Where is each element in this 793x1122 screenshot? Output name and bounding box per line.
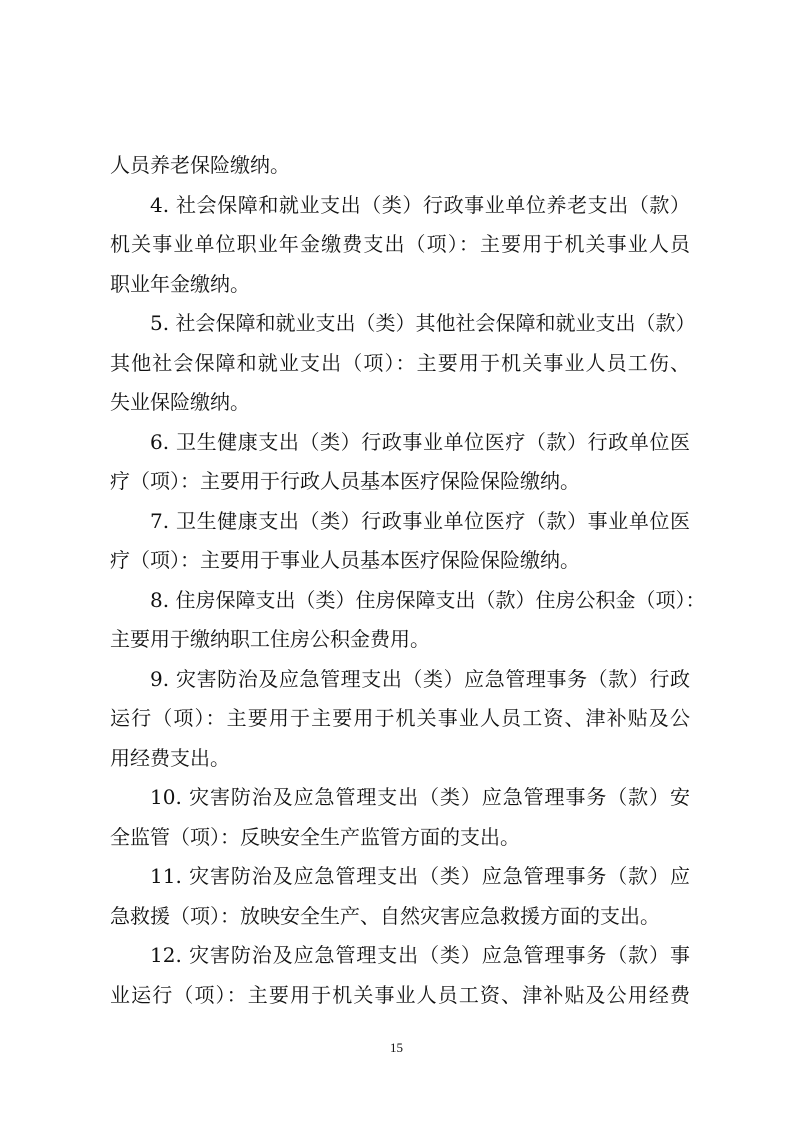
text-line: 7. 卫生健康支出（类）行政事业单位医疗（款）事业单位医 — [150, 508, 690, 533]
text-line: 其他社会保障和就业支出（项）：主要用于机关事业人员工伤、 — [110, 350, 690, 375]
text-line: 急救援（项）：放映安全生产、自然灾害应急救援方面的支出。 — [110, 903, 660, 928]
text-line: 6. 卫生健康支出（类）行政事业单位医疗（款）行政单位医 — [150, 429, 690, 454]
text-line: 运行（项）：主要用于主要用于机关事业人员工资、津补贴及公 — [110, 706, 690, 730]
text-line: 4. 社会保障和就业支出（类）行政事业单位养老支出（款） — [150, 192, 690, 217]
text-line: 职业年金缴纳。 — [110, 271, 250, 296]
text-line: 疗（项）：主要用于行政人员基本医疗保险保险缴纳。 — [110, 469, 580, 493]
text-line: 机关事业单位职业年金缴费支出（项）：主要用于机关事业人员 — [110, 232, 690, 256]
text-line: 5. 社会保障和就业支出（类）其他社会保障和就业支出（款） — [150, 311, 696, 335]
page-number: 15 — [390, 1040, 403, 1055]
text-line: 主要用于缴纳职工住房公积金费用。 — [110, 627, 430, 651]
text-line: 用经费支出。 — [110, 745, 230, 770]
text-line: 10. 灾害防治及应急管理支出（类）应急管理事务（款）安 — [150, 785, 690, 809]
text-line: 业运行（项）：主要用于机关事业人员工资、津补贴及公用经费 — [110, 982, 690, 1007]
text-line: 全监管（项）：反映安全生产监管方面的支出。 — [110, 824, 520, 849]
text-line: 疗（项）：主要用于事业人员基本医疗保险保险缴纳。 — [110, 548, 580, 572]
text-line: 失业保险缴纳。 — [110, 390, 250, 414]
text-line: 11. 灾害防治及应急管理支出（类）应急管理事务（款）应 — [150, 864, 690, 888]
document-body — [110, 146, 706, 1015]
text-line: 8. 住房保障支出（类）住房保障支出（款）住房公积金（项）： — [150, 587, 706, 612]
text-line: 9. 灾害防治及应急管理支出（类）应急管理事务（款）行政 — [150, 666, 690, 691]
text-line: 12. 灾害防治及应急管理支出（类）应急管理事务（款）事 — [150, 943, 690, 967]
text-line: 人员养老保险缴纳。 — [110, 153, 290, 177]
